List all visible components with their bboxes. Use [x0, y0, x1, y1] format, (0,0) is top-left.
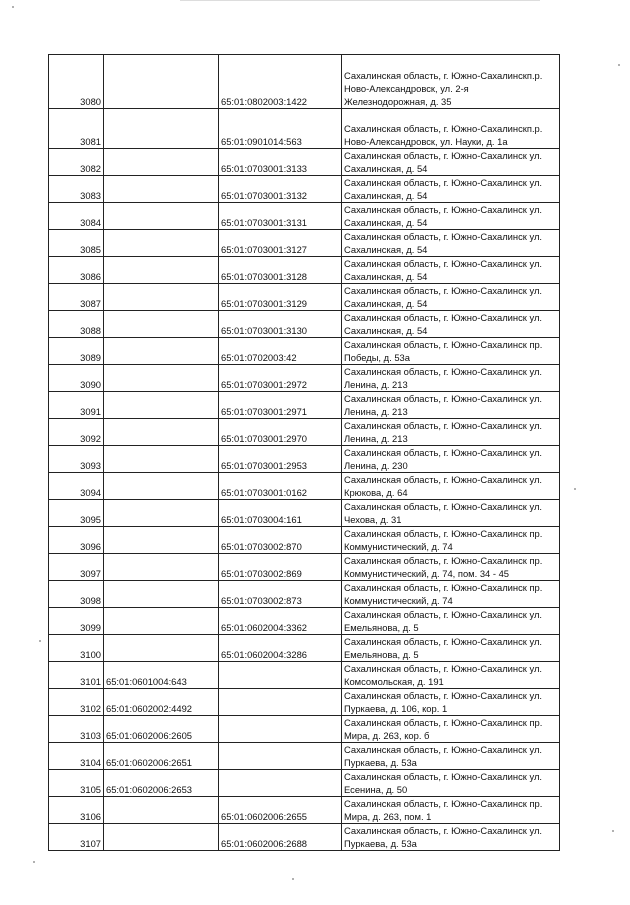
address-cell	[342, 581, 560, 608]
row-number: 3106	[49, 797, 104, 824]
cadastral-number-col-a	[104, 419, 219, 446]
address-line: Сахалинская область, г. Южно-Сахалинск ул.	[344, 771, 543, 782]
cadastral-number-col-a	[104, 581, 219, 608]
table-row	[49, 662, 560, 689]
address-cell	[342, 203, 560, 230]
address-line: Сахалинская область, г. Южно-Сахалинск ул.	[344, 312, 543, 323]
scan-speck	[618, 64, 620, 66]
cadastral-number-col-b	[219, 689, 342, 716]
table-row	[49, 743, 560, 770]
address-cell	[342, 716, 560, 743]
address-line: Крюкова, д. 64	[344, 487, 408, 498]
address-cell	[342, 608, 560, 635]
address-line: Мира, д. 263, пом. 1	[344, 811, 432, 822]
cadastral-number-col-a	[104, 109, 219, 149]
cadastral-number-col-b: 65:01:0602006:2688	[219, 824, 342, 851]
address-line: Сахалинская область, г. Южно-Сахалинск ул.	[344, 177, 543, 188]
address-cell	[342, 149, 560, 176]
address-line: Сахалинская область, г. Южно-Сахалинск ул.	[344, 609, 543, 620]
scan-speck	[33, 861, 35, 863]
scan-speck	[12, 6, 14, 8]
address-cell	[342, 662, 560, 689]
cadastral-number-col-b: 65:01:0703004:161	[219, 500, 342, 527]
cadastral-number-col-b: 65:01:0703001:2953	[219, 446, 342, 473]
address-line: Сахалинская область, г. Южно-Сахалинск ул.	[344, 447, 543, 458]
cadastral-number-col-b: 65:01:0703001:2971	[219, 392, 342, 419]
cadastral-number-col-a	[104, 149, 219, 176]
address-cell	[342, 311, 560, 338]
address-line: Пуркаева, д. 53а	[344, 757, 417, 768]
scan-edge-line	[180, 0, 540, 1]
address-cell	[342, 257, 560, 284]
cadastral-number-col-a	[104, 230, 219, 257]
row-number: 3083	[49, 176, 104, 203]
address-line: Сахалинская область, г. Южно-Сахалинск ул.	[344, 150, 543, 161]
address-line: Сахалинская область, г. Южно-Сахалинск ул.	[344, 231, 543, 242]
address-line: Сахалинская область, г. Южно-Сахалинск ул.	[344, 690, 543, 701]
cadastral-number-col-b	[219, 743, 342, 770]
row-number: 3089	[49, 338, 104, 365]
cadastral-number-col-b	[219, 770, 342, 797]
address-cell	[342, 176, 560, 203]
cadastral-number-col-a: 65:01:0602006:2653	[104, 770, 219, 797]
table-row	[49, 500, 560, 527]
cadastral-number-col-b: 65:01:0703001:0162	[219, 473, 342, 500]
address-cell	[342, 527, 560, 554]
address-cell	[342, 284, 560, 311]
cadastral-number-col-a	[104, 635, 219, 662]
table-row	[49, 392, 560, 419]
cadastral-number-col-a	[104, 284, 219, 311]
address-line: Сахалинская, д. 54	[344, 163, 428, 174]
address-line: Ленина, д. 213	[344, 433, 408, 444]
address-line: Сахалинская область, г. Южно-Сахалинск ул.	[344, 420, 543, 431]
address-cell	[342, 770, 560, 797]
registry-table-body	[49, 55, 560, 851]
cadastral-number-col-b: 65:01:0901014:563	[219, 109, 342, 149]
cadastral-number-col-b: 65:01:0703001:3133	[219, 149, 342, 176]
cadastral-number-col-a: 65:01:0602006:2605	[104, 716, 219, 743]
table-row	[49, 419, 560, 446]
address-cell	[342, 109, 560, 149]
cadastral-number-col-a	[104, 446, 219, 473]
cadastral-number-col-a	[104, 824, 219, 851]
table-row	[49, 797, 560, 824]
cadastral-number-col-b: 65:01:0602004:3362	[219, 608, 342, 635]
address-line: Сахалинская, д. 54	[344, 190, 428, 201]
cadastral-number-col-a: 65:01:0602002:4492	[104, 689, 219, 716]
row-number: 3090	[49, 365, 104, 392]
cadastral-number-col-b: 65:01:0703002:869	[219, 554, 342, 581]
address-line: Сахалинская область, г. Южно-Сахалинск пр.	[344, 339, 543, 350]
row-number: 3085	[49, 230, 104, 257]
row-number: 3100	[49, 635, 104, 662]
address-line: Ново-Александровск, ул. 2-я	[344, 83, 469, 94]
cadastral-number-col-a	[104, 473, 219, 500]
address-line: Пуркаева, д. 106, кор. 1	[344, 703, 448, 714]
row-number: 3088	[49, 311, 104, 338]
table-row	[49, 446, 560, 473]
cadastral-number-col-b: 65:01:0703001:3131	[219, 203, 342, 230]
address-line: Победы, д. 53а	[344, 352, 410, 363]
table-row	[49, 284, 560, 311]
address-line: Сахалинская, д. 54	[344, 271, 428, 282]
row-number: 3102	[49, 689, 104, 716]
cadastral-number-col-b: 65:01:0703001:2970	[219, 419, 342, 446]
address-cell	[342, 446, 560, 473]
address-line: Сахалинская область, г. Южно-Сахалинск ул.	[344, 663, 543, 674]
address-cell	[342, 554, 560, 581]
cadastral-number-col-a	[104, 365, 219, 392]
address-cell	[342, 473, 560, 500]
cadastral-number-col-b: 65:01:0703001:3130	[219, 311, 342, 338]
row-number: 3093	[49, 446, 104, 473]
address-line: Коммунистический, д. 74, пом. 34 - 45	[344, 568, 510, 579]
table-row	[49, 203, 560, 230]
cadastral-number-col-b: 65:01:0703001:3128	[219, 257, 342, 284]
row-number: 3097	[49, 554, 104, 581]
scan-speck	[39, 640, 41, 642]
cadastral-number-col-a	[104, 500, 219, 527]
table-row	[49, 635, 560, 662]
address-line: Сахалинская область, г. Южно-Сахалинск пр.	[344, 528, 543, 539]
row-number: 3104	[49, 743, 104, 770]
cadastral-number-col-b: 65:01:0703001:2972	[219, 365, 342, 392]
table-row	[49, 176, 560, 203]
address-line: Сахалинская область, г. Южно-Сахалинскп.р.	[344, 70, 543, 81]
property-registry-table	[48, 54, 560, 851]
row-number: 3094	[49, 473, 104, 500]
cadastral-number-col-a	[104, 55, 219, 109]
address-line: Сахалинская область, г. Южно-Сахалинск пр.	[344, 798, 543, 809]
address-line: Сахалинская область, г. Южно-Сахалинск ул.	[344, 285, 543, 296]
address-line: Сахалинская область, г. Южно-Сахалинск ул.	[344, 393, 543, 404]
address-line: Мира, д. 263, кор. б	[344, 730, 430, 741]
cadastral-number-col-a	[104, 527, 219, 554]
table-row	[49, 581, 560, 608]
address-cell	[342, 797, 560, 824]
row-number: 3091	[49, 392, 104, 419]
row-number: 3080	[49, 55, 104, 109]
address-cell	[342, 635, 560, 662]
address-line: Сахалинская, д. 54	[344, 244, 428, 255]
cadastral-number-col-b	[219, 662, 342, 689]
table-row	[49, 365, 560, 392]
table-row	[49, 257, 560, 284]
row-number: 3095	[49, 500, 104, 527]
address-line: Сахалинская область, г. Южно-Сахалинск ул.	[344, 204, 543, 215]
table-row	[49, 554, 560, 581]
address-cell	[342, 338, 560, 365]
cadastral-number-col-b: 65:01:0802003:1422	[219, 55, 342, 109]
address-line: Емельянова, д. 5	[344, 622, 419, 633]
row-number: 3098	[49, 581, 104, 608]
row-number: 3107	[49, 824, 104, 851]
row-number: 3086	[49, 257, 104, 284]
row-number: 3105	[49, 770, 104, 797]
cadastral-number-col-a	[104, 554, 219, 581]
row-number: 3082	[49, 149, 104, 176]
address-line: Пуркаева, д. 53а	[344, 838, 417, 849]
address-line: Сахалинская область, г. Южно-Сахалинск ул.	[344, 744, 543, 755]
address-line: Есенина, д. 50	[344, 784, 408, 795]
scan-speck	[612, 830, 614, 832]
address-cell	[342, 392, 560, 419]
cadastral-number-col-b: 65:01:0602006:2655	[219, 797, 342, 824]
cadastral-number-col-a	[104, 608, 219, 635]
cadastral-number-col-a	[104, 338, 219, 365]
table-row	[49, 230, 560, 257]
table-row	[49, 149, 560, 176]
cadastral-number-col-a	[104, 311, 219, 338]
cadastral-number-col-b: 65:01:0703001:3132	[219, 176, 342, 203]
address-line: Чехова, д. 31	[344, 514, 402, 525]
address-line: Сахалинская, д. 54	[344, 325, 428, 336]
row-number: 3103	[49, 716, 104, 743]
scan-speck	[292, 878, 294, 880]
address-cell	[342, 230, 560, 257]
table-row	[49, 109, 560, 149]
cadastral-number-col-b: 65:01:0703002:873	[219, 581, 342, 608]
cadastral-number-col-b: 65:01:0703001:3127	[219, 230, 342, 257]
cadastral-number-col-a: 65:01:0601004:643	[104, 662, 219, 689]
address-line: Ленина, д. 213	[344, 406, 408, 417]
cadastral-number-col-a	[104, 392, 219, 419]
row-number: 3092	[49, 419, 104, 446]
row-number: 3101	[49, 662, 104, 689]
address-line: Коммунистический, д. 74	[344, 541, 453, 552]
cadastral-number-col-b: 65:01:0703002:870	[219, 527, 342, 554]
address-line: Железнодорожная, д. 35	[344, 96, 452, 107]
table-row	[49, 338, 560, 365]
cadastral-number-col-b: 65:01:0702003:42	[219, 338, 342, 365]
address-cell	[342, 419, 560, 446]
address-cell	[342, 365, 560, 392]
address-cell	[342, 689, 560, 716]
cadastral-number-col-b	[219, 716, 342, 743]
cadastral-number-col-a: 65:01:0602006:2651	[104, 743, 219, 770]
cadastral-number-col-b: 65:01:0602004:3286	[219, 635, 342, 662]
table-row	[49, 824, 560, 851]
address-line: Сахалинская, д. 54	[344, 298, 428, 309]
address-cell	[342, 824, 560, 851]
row-number: 3087	[49, 284, 104, 311]
table-row	[49, 311, 560, 338]
address-line: Комсомольская, д. 191	[344, 676, 444, 687]
address-line: Сахалинская область, г. Южно-Сахалинск пр.	[344, 555, 543, 566]
row-number: 3099	[49, 608, 104, 635]
address-line: Сахалинская область, г. Южно-Сахалинск ул.	[344, 474, 543, 485]
address-line: Сахалинская, д. 54	[344, 217, 428, 228]
address-line: Сахалинская область, г. Южно-Сахалинск ул.	[344, 636, 543, 647]
table-row	[49, 716, 560, 743]
table-row	[49, 473, 560, 500]
cadastral-number-col-a	[104, 203, 219, 230]
row-number: 3096	[49, 527, 104, 554]
address-line: Ново-Александровск, ул. Науки, д. 1а	[344, 136, 508, 147]
address-line: Сахалинская область, г. Южно-Сахалинск пр.	[344, 717, 543, 728]
address-cell	[342, 500, 560, 527]
address-line: Сахалинская область, г. Южно-Сахалинск ул.	[344, 258, 543, 269]
address-line: Сахалинская область, г. Южно-Сахалинск ул.	[344, 501, 543, 512]
cadastral-number-col-a	[104, 797, 219, 824]
address-line: Емельянова, д. 5	[344, 649, 419, 660]
table-row	[49, 770, 560, 797]
row-number: 3081	[49, 109, 104, 149]
address-line: Сахалинская область, г. Южно-Сахалинск ул.	[344, 366, 543, 377]
scan-speck	[574, 488, 576, 490]
cadastral-number-col-a	[104, 257, 219, 284]
address-line	[344, 109, 557, 122]
row-number: 3084	[49, 203, 104, 230]
table-row	[49, 689, 560, 716]
address-line: Сахалинская область, г. Южно-Сахалинск ул.	[344, 825, 543, 836]
address-cell	[342, 55, 560, 109]
address-line: Ленина, д. 213	[344, 379, 408, 390]
table-row	[49, 527, 560, 554]
address-line: Сахалинская область, г. Южно-Сахалинск пр.	[344, 582, 543, 593]
table-row	[49, 608, 560, 635]
address-line: Сахалинская область, г. Южно-Сахалинскп.р.	[344, 123, 543, 134]
cadastral-number-col-b: 65:01:0703001:3129	[219, 284, 342, 311]
address-line: Коммунистический, д. 74	[344, 595, 453, 606]
table-row	[49, 55, 560, 109]
cadastral-number-col-a	[104, 176, 219, 203]
address-cell	[342, 743, 560, 770]
address-line: Ленина, д. 230	[344, 460, 408, 471]
